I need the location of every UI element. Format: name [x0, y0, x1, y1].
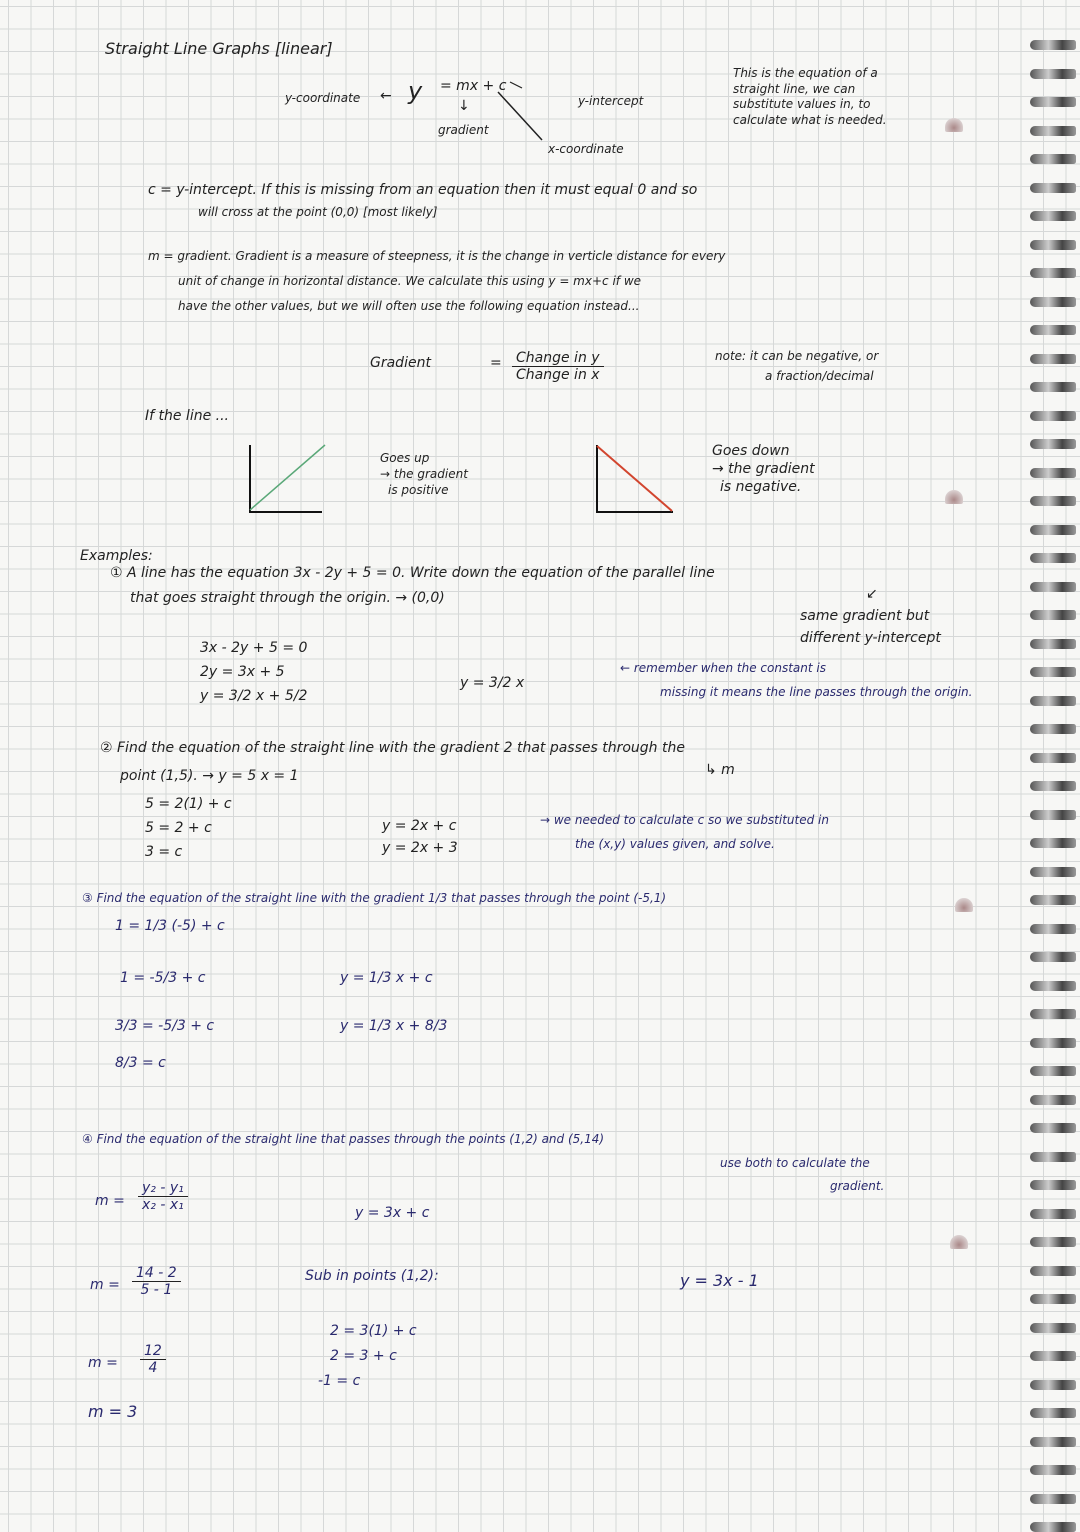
m-definition-line: have the other values, but we will often use the following equation instead...	[178, 299, 640, 313]
arrow-icon: ↙	[866, 586, 878, 602]
spiral-ring	[1030, 1294, 1076, 1304]
spiral-ring	[1030, 1009, 1076, 1019]
spiral-binding	[1024, 10, 1076, 1520]
spiral-ring	[1030, 1066, 1076, 1076]
spiral-ring	[1030, 582, 1076, 592]
example-3-question: ③ Find the equation of the straight line with the gradient 1/3 that passes through the point (-5,1)	[82, 891, 667, 905]
example-4-note: use both to calculate the	[720, 1156, 870, 1170]
if-the-line-label: If the line ...	[145, 408, 229, 424]
gradient-label: gradient	[438, 123, 489, 137]
spiral-ring	[1030, 126, 1076, 136]
m-sub-lhs: m =	[90, 1277, 120, 1293]
example-4-work: -1 = c	[318, 1373, 361, 1389]
example-1-work: 3x - 2y + 5 = 0	[200, 640, 308, 656]
punch-hole	[945, 490, 963, 504]
example-3-work: 3/3 = -5/3 + c	[115, 1018, 215, 1034]
c-definition-line: will cross at the point (0,0) [most likely]	[198, 205, 438, 219]
page-title: Straight Line Graphs [linear]	[105, 39, 333, 58]
spiral-ring	[1030, 325, 1076, 335]
denominator: 5 - 1	[140, 1282, 173, 1298]
m-simpl-fraction	[140, 1343, 166, 1376]
example-1-work: y = 3/2 x + 5/2	[200, 688, 308, 704]
example-2-note: → we needed to calculate c so we substituted in	[540, 813, 829, 827]
example-2-question: point (1,5). → y = 5 x = 1	[120, 768, 299, 784]
gradient-equals: =	[490, 355, 502, 371]
example-1-note: different y-intercept	[800, 630, 941, 646]
spiral-ring	[1030, 1180, 1076, 1190]
line: Goes down	[712, 443, 790, 459]
formula-y: y	[408, 77, 423, 105]
m-sub-fraction	[132, 1265, 181, 1298]
denominator: Change in x	[516, 367, 600, 383]
spiral-ring	[1030, 268, 1076, 278]
spiral-ring	[1030, 354, 1076, 364]
formula-note	[733, 66, 887, 128]
gradient-note-line: note: it can be negative, or	[715, 349, 879, 363]
y-intercept-label: y-intercept	[578, 94, 644, 108]
spiral-ring	[1030, 1123, 1076, 1133]
example-2-work: 5 = 2 + c	[145, 820, 212, 836]
spiral-ring	[1030, 1380, 1076, 1390]
spiral-ring	[1030, 553, 1076, 563]
example-3-answer: y = 1/3 x + 8/3	[340, 1018, 448, 1034]
m-hint: ↳ m	[705, 762, 735, 778]
example-3-answer: y = 1/3 x + c	[340, 970, 433, 986]
spiral-ring	[1030, 1152, 1076, 1162]
spiral-ring	[1030, 1437, 1076, 1447]
spiral-ring	[1030, 1522, 1076, 1532]
example-4-note: gradient.	[830, 1179, 885, 1193]
spiral-ring	[1030, 810, 1076, 820]
c-definition-line: c = y-intercept. If this is missing from an equation then it must equal 0 and so	[148, 182, 698, 198]
spiral-ring	[1030, 97, 1076, 107]
m-formula-fraction	[138, 1180, 188, 1213]
general-equation: y = 3x + c	[355, 1205, 430, 1221]
spiral-ring	[1030, 724, 1076, 734]
spiral-ring	[1030, 1095, 1076, 1105]
spiral-ring	[1030, 1465, 1076, 1475]
example-2-work: 5 = 2(1) + c	[145, 796, 232, 812]
line: is positive	[388, 483, 449, 498]
spiral-ring	[1030, 952, 1076, 962]
spiral-ring	[1030, 1038, 1076, 1048]
example-2-work: 3 = c	[145, 844, 183, 860]
punch-hole	[945, 118, 963, 132]
spiral-ring	[1030, 439, 1076, 449]
arrow-down-icon: ↓	[458, 98, 470, 114]
spiral-ring	[1030, 1408, 1076, 1418]
spiral-ring	[1030, 838, 1076, 848]
spiral-ring	[1030, 867, 1076, 877]
spiral-ring	[1030, 297, 1076, 307]
example-2-note: the (x,y) values given, and solve.	[575, 837, 775, 851]
spiral-ring	[1030, 924, 1076, 934]
gradient-note-line: a fraction/decimal	[765, 369, 874, 383]
spiral-ring	[1030, 1351, 1076, 1361]
numerator: 12	[140, 1343, 166, 1360]
example-1-question: ① A line has the equation 3x - 2y + 5 = 0. Write down the equation of the parallel line	[110, 565, 715, 581]
note-line: calculate what is needed.	[733, 112, 887, 127]
numerator: Change in y	[512, 350, 604, 367]
spiral-ring	[1030, 610, 1076, 620]
example-1-reminder: ← remember when the constant is	[620, 661, 826, 675]
example-4-question: ④ Find the equation of the straight line that passes through the points (1,2) and (5,14)	[82, 1132, 605, 1146]
spiral-ring	[1030, 211, 1076, 221]
goes-up-text	[380, 450, 468, 499]
example-2-answer: y = 2x + c	[382, 818, 457, 834]
spiral-ring	[1030, 895, 1076, 905]
example-1-note: same gradient but	[800, 608, 930, 624]
spiral-ring	[1030, 468, 1076, 478]
spiral-ring	[1030, 69, 1076, 79]
line: Goes up	[380, 451, 430, 465]
example-4-work: 2 = 3(1) + c	[330, 1323, 417, 1339]
example-4-work: 2 = 3 + c	[330, 1348, 397, 1364]
spiral-ring	[1030, 1323, 1076, 1333]
line: is negative.	[720, 479, 802, 496]
spiral-ring	[1030, 382, 1076, 392]
example-2-question: ② Find the equation of the straight line with the gradient 2 that passes through the	[100, 740, 685, 756]
spiral-ring	[1030, 1266, 1076, 1276]
numerator: 14 - 2	[132, 1265, 181, 1282]
positive-gradient-graph	[0, 0, 1, 1]
spiral-ring	[1030, 496, 1076, 506]
example-1-question: that goes straight through the origin. → (0,0)	[130, 590, 445, 606]
m-result: m = 3	[88, 1402, 138, 1421]
example-3-work: 1 = -5/3 + c	[120, 970, 206, 986]
spiral-ring	[1030, 1494, 1076, 1504]
denominator: 4	[148, 1360, 158, 1376]
spiral-ring	[1030, 667, 1076, 677]
spiral-ring	[1030, 981, 1076, 991]
note-line: straight line, we can	[733, 81, 856, 96]
note-line: This is the equation of a	[733, 66, 878, 80]
example-1-reminder: missing it means the line passes through the origin.	[660, 685, 973, 699]
spiral-ring	[1030, 183, 1076, 193]
m-formula-lhs: m =	[95, 1193, 125, 1209]
example-1-work: 2y = 3x + 5	[200, 664, 285, 680]
example-3-work: 1 = 1/3 (-5) + c	[115, 918, 225, 934]
spiral-ring	[1030, 240, 1076, 250]
sub-in-points-label: Sub in points (1,2):	[305, 1268, 439, 1284]
spiral-ring	[1030, 753, 1076, 763]
arrow-left-icon: ←	[380, 88, 392, 104]
spiral-ring	[1030, 781, 1076, 791]
gradient-fraction	[512, 350, 604, 383]
m-simpl-lhs: m =	[88, 1355, 118, 1371]
goes-down-text	[712, 442, 815, 497]
x-coordinate-label: x-coordinate	[548, 142, 624, 156]
line: → the gradient	[380, 467, 468, 482]
spiral-ring	[1030, 154, 1076, 164]
example-4-answer: y = 3x - 1	[680, 1271, 759, 1290]
example-3-work: 8/3 = c	[115, 1055, 166, 1071]
note-line: substitute values in, to	[733, 97, 871, 112]
spiral-ring	[1030, 1237, 1076, 1247]
formula-rhs: = mx + c	[440, 78, 507, 94]
spiral-ring	[1030, 1209, 1076, 1219]
spiral-ring	[1030, 639, 1076, 649]
gradient-lhs: Gradient	[370, 355, 431, 371]
example-2-answer: y = 2x + 3	[382, 840, 458, 856]
spiral-ring	[1030, 696, 1076, 706]
spiral-ring	[1030, 411, 1076, 421]
line: → the gradient	[712, 461, 815, 478]
example-1-answer: y = 3/2 x	[460, 675, 525, 691]
y-coordinate-label: y-coordinate	[285, 91, 361, 105]
numerator: y₂ - y₁	[138, 1180, 188, 1197]
punch-hole	[950, 1235, 968, 1249]
m-definition-line: unit of change in horizontal distance. We calculate this using y = mx+c if we	[178, 274, 642, 288]
m-definition-line: m = gradient. Gradient is a measure of steepness, it is the change in verticle distance for every	[148, 249, 726, 263]
denominator: x₂ - x₁	[142, 1197, 184, 1213]
spiral-ring	[1030, 525, 1076, 535]
punch-hole	[955, 898, 973, 912]
spiral-ring	[1030, 40, 1076, 50]
examples-heading: Examples:	[80, 548, 153, 564]
